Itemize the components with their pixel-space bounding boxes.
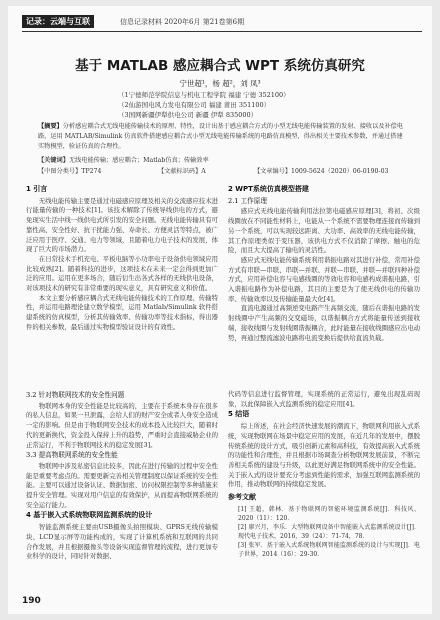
affiliation: （2仙游国电风力发电有限公司 福建 莆田 351100）	[118, 101, 271, 109]
abstract-label: 【摘要】	[38, 123, 63, 130]
subsection-heading: 2.1 工作原理	[228, 196, 267, 205]
classification-line	[38, 166, 418, 175]
column-left-top	[26, 184, 218, 390]
reference-item: [2] 廖兴月，李乐．大型物联网设备中智能嵌入式监测系统设计[J]．现代电子技术，2016，39（24）：71-74，78．	[238, 523, 420, 540]
paper-authors: 宁世超¹，杨 超²，刘 凤³	[179, 79, 261, 88]
paper-page	[8, 6, 432, 614]
paragraph: 物联网本身的安全性能是比较高的，主要在于系统本身存在很多的私人信息，如果一旦泄露，会给人们的财产安全或者人身安全造成一定的影响。但是由于物联网安全技术的成本投入比较巨大，随着时代的更新换代，资金投入保持上升的趋势，严重时会直接威胁企业的正常运行，不利于物联网技术的稳定发展[3]。	[26, 401, 218, 449]
journal-line: 信息记录材料 2020年6月 第21卷第6期	[120, 18, 245, 26]
running-header	[22, 14, 422, 32]
article-number: 【文章编号】1009-5624（2020）06-0190-03	[253, 168, 389, 175]
column-right-top	[228, 184, 420, 390]
column-left-bottom	[26, 390, 218, 598]
section-heading: 4 基于嵌入式系统物联网监测系统的设计	[26, 511, 153, 520]
page-number: 190	[22, 596, 41, 606]
paper-title: 基于 MATLAB 感应耦合式 WPT 系统仿真研究	[75, 58, 365, 74]
paragraph: 直流电源通过高频逆变电路产生高频交流，随后在谐振电路的发射线圈中产生高频的交变磁场，以谐振耦合方式将能量传送到接收端，接收线圈与发射线圈谐振耦合，此时能量在接收线圈感应出电动势，再通过整流滤波电路将电流变换后提供给直流负载。	[228, 304, 420, 342]
keywords-label: 【关键词】	[38, 157, 69, 164]
paragraph: 感应式无线电能传输系统利用谐振电路对其进行补偿，常用补偿方式有串联—串联、串联—并联、并联—串联、并联—并联四种补偿方式，应用补偿电容与电感线圈的等效电容和电感构成谐振电路，引入谐振电路作为补偿电路，其目的主要是为了使无线供电的传输功率、传输效率以及传输能量最大化[4]。	[228, 255, 420, 303]
reference-item: [1] 王超，韩林．基于物联网的智能环境监测系统[J]．科技风，2020（11）：120．	[238, 505, 420, 522]
section-heading: 1 引言	[26, 185, 48, 193]
references-heading: 参考文献	[228, 493, 256, 502]
subsection-heading: 3.3 提高物联网系统的安全性能	[26, 451, 118, 460]
paragraph: 本文主要分析感应耦合式无线电能传输技术的工作原理、传输特性，并运用电路理论建立数学模型，运用 Matlab/Simulink 软件搭建系统的仿真模型，分析其传输效率、传输功率等技术指标，得出器件的相关参数，最后通过实物模型验证设计的有效性。	[26, 293, 218, 331]
document-code: 【文献标识码】A	[157, 168, 206, 175]
paragraph: 综上所述，在社会经济快速发展的潮流下，物联网利用嵌入式系统，实现物联网在场景中稳定应用的发展，在近几年的发展中，摆脱传统系统的设计方式，吸引创新元素和高科技，有效提高嵌入式系统的功能性和合理性，并且根据市场调查分析物联网发展前景，不断完善相关系统的建设与升级，以此更好满足物联网系统中的安全性能。关于嵌入式的设计要充分考虑到性能的需求，加强互联网监测系统的作用，推动物联网的持续稳定发展。	[228, 422, 420, 489]
affiliation: （3国网新疆伊犁供电公司 新疆 伊犁 835000）	[118, 111, 258, 119]
class-number: 【中图分类号】TP274	[38, 168, 102, 175]
keywords-text: 无线电能传输；感应耦合；Matlab仿真；传输效率	[68, 157, 209, 164]
column-right-bottom	[228, 390, 420, 598]
reference-item: [3] 张军．基于嵌入式系统物联网智能监测系统的设计与实现[J]．电子世界，2014（16）：29-30．	[238, 541, 420, 558]
paragraph: 感应式无线电能传输利用法拉第电磁感应原理[3]，将初、次级线圈放在不同能性材料上，电能从一个系统不需要物理连接而传输到另一个系统，可以实现较远距离、大功率、高效率的无线电能传输，其工作原理类似于变压器，该供电方式不仅消除了摩擦、触电的危险，而且大大提高了输电的灵活性。	[228, 207, 420, 255]
subsection-heading: 3.2 针对物联网技术的安全性问题	[26, 391, 125, 399]
section-heading: 5 结语	[228, 410, 250, 419]
paragraph: 代码等信息进行监督管理，实现系统的正常运行，避免出现乱码现象，以此保障嵌入式监测系统的稳定应用[4]。	[228, 390, 420, 408]
abstract	[38, 122, 408, 151]
paragraph: 在日常技术手机充电、平板电脑等小功率电子设备供电领域应用比较成熟[2]。随着科技的进步，这项技术在未来一定会得到更加广泛的应用。运用在更多场合，随后衍生出各式各样的无线供电设备，对该项技术的研究有非常重要的现实意义，具有研究意义和价值。	[26, 254, 218, 293]
section-tag: 记录：云端与互联	[22, 15, 94, 28]
affiliations	[118, 90, 378, 120]
paragraph: 智能监测系统主要由USB摄像头拍照模块、GPRS无线传输模块、LCD显示屏等功能构成的，实现了计算机系统和互联网的共同合作发展，并且根据摄像头等设备实现监督管理的流程，进行更加专业科学的设计，同时针对数据、	[26, 523, 218, 561]
keywords	[38, 156, 408, 166]
section-heading: 2 WPT系统仿真模型搭建	[228, 185, 309, 193]
paragraph: 物联网中涉及私密信息比较多，因此在进行传输的过程中安全性能是重要考虑点的。需要更新完善相关管理制度以保证系统的安全性能。主要可以通过设备认证、数据加密、访问权限控制等多种措施来提升安全管理。实现对用户信息的有效保护，从而提高物联网系统的安全运行能力。	[26, 461, 218, 509]
abstract-text: 分析感应耦合式无线电能传输技术的原理、特性，设计出基于感应耦合方式的小型无线电能传输装置的发射、接收以及补偿电路，运用 MATLAB/Simulink 仿真软件搭建感应耦合式小型无线电能传输系统的电路仿真模型，得出相关主要技术参数，并通过搭建实物模型，验证仿真的合理性。	[38, 123, 404, 150]
affiliation: （1宁德师范学院信息与机电工程学院 福建 宁德 352100）	[118, 91, 290, 99]
paragraph: 无线电能传输主要是通过电磁感应原理及相关的交流感应技术进行能量传输的一种技术[1]。该技术解除了传统导线供电的方式，避免现实生活中线一线供电式所引发的安全问题。无线电能传输具有可靠性高、安全性好、抗干扰能力强、寿命长、方便灵活等特点，被广泛应用于医疗、交通、电力等领域，且随着电力电子技术的发展，体现了巨大的市场潜力。	[26, 196, 218, 254]
